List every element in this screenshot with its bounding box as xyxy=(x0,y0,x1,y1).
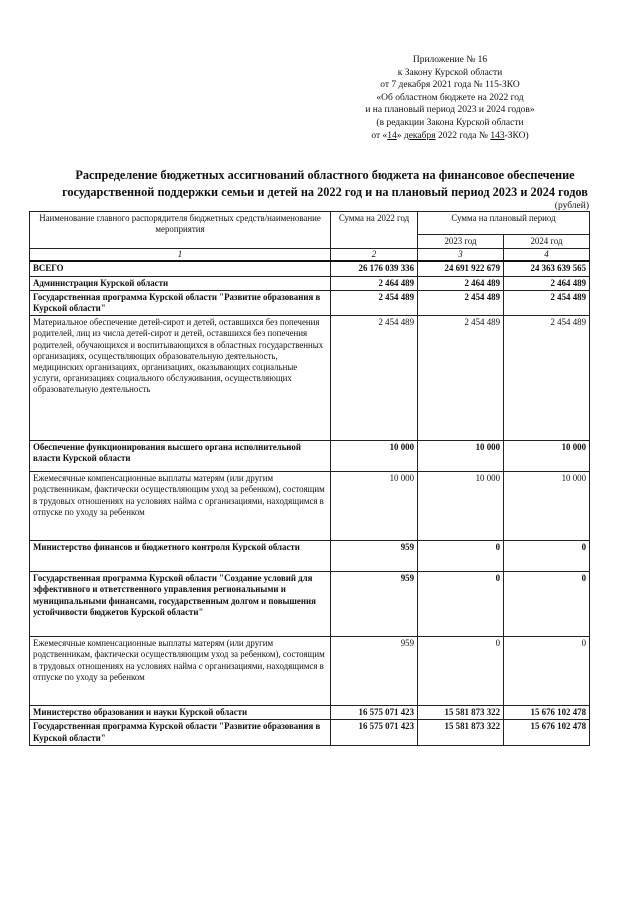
row-2024: 15 676 102 478 xyxy=(504,720,590,745)
colnum: 2 xyxy=(331,249,418,262)
table-row xyxy=(30,276,590,290)
row-2022: 2 454 489 xyxy=(331,290,418,315)
header-sum-2022: Сумма на 2022 год xyxy=(331,212,418,249)
row-2022: 959 xyxy=(331,572,418,637)
table-row xyxy=(30,572,590,637)
row-2024: 10 000 xyxy=(504,472,590,541)
row-2022: 959 xyxy=(331,541,418,572)
row-2023: 24 691 922 679 xyxy=(418,261,504,276)
colnum: 4 xyxy=(504,249,590,262)
row-2023: 2 464 489 xyxy=(418,276,504,290)
units-label: (рублей) xyxy=(554,201,589,211)
row-2024: 2 454 489 xyxy=(504,290,590,315)
table-row xyxy=(30,541,590,572)
header-planned: Сумма на плановый период xyxy=(418,212,590,235)
row-2024: 0 xyxy=(504,572,590,637)
appendix-line: к Закону Курской области xyxy=(397,67,503,78)
row-name: Государственная программа Курской области "Развитие образования в Курской области" xyxy=(30,720,331,745)
table-row xyxy=(30,720,590,745)
row-2024: 0 xyxy=(504,541,590,572)
row-2022: 2 454 489 xyxy=(331,316,418,441)
table-row xyxy=(30,706,590,720)
row-name: Ежемесячные компенсационные выплаты матерям (или другим родственникам, фактически осуществляющим уход за ребенком), состоящим в трудовых отношениях на условиях найма с организациями, находящимся в отпуске по уходу за ребенком xyxy=(30,472,331,541)
table-row xyxy=(30,441,590,472)
header-name: Наименование главного распорядителя бюджетных средств/наименование мероприятия xyxy=(30,212,331,249)
row-name: Администрация Курской области xyxy=(30,276,331,290)
header-2024: 2024 год xyxy=(504,235,590,249)
row-2023: 0 xyxy=(418,572,504,637)
row-2024: 10 000 xyxy=(504,441,590,472)
appendix-line: (в редакции Закона Курской области xyxy=(376,117,524,128)
row-name: Ежемесячные компенсационные выплаты матерям (или другим родственникам, фактически осуществляющим уход за ребенком), состоящим в трудовых отношениях на условиях найма с организациями, находящимся в отпуске по уходу за ребенком xyxy=(30,637,331,706)
row-2024: 2 464 489 xyxy=(504,276,590,290)
title-line-2: государственной поддержки семьи и детей на 2022 год и на плановый период 2023 и 2024 годов xyxy=(62,185,588,199)
row-name: Министерство образования и науки Курской области xyxy=(30,706,331,720)
table-row xyxy=(30,261,590,276)
appendix-line: «Об областном бюджете на 2022 год xyxy=(376,92,524,103)
appendix-block xyxy=(340,54,560,142)
row-2022: 10 000 xyxy=(331,441,418,472)
row-2023: 15 581 873 322 xyxy=(418,720,504,745)
appendix-line: Приложение № 16 xyxy=(412,55,488,65)
row-2022: 959 xyxy=(331,637,418,706)
row-2023: 2 454 489 xyxy=(418,290,504,315)
table-row xyxy=(30,472,590,541)
row-2023: 10 000 xyxy=(418,472,504,541)
row-2023: 10 000 xyxy=(418,441,504,472)
colnum: 1 xyxy=(30,249,331,262)
table-row xyxy=(30,290,590,315)
row-2023: 0 xyxy=(418,637,504,706)
row-name: Обеспечение функционирования высшего органа исполнительной власти Курской области xyxy=(30,441,331,472)
appendix-line: и на плановый период 2023 и 2024 годов» xyxy=(365,105,535,116)
page-title xyxy=(40,167,610,201)
row-name: Министерство финансов и бюджетного контроля Курской области xyxy=(30,541,331,572)
title-line-1: Распределение бюджетных ассигнований областного бюджета на финансовое обеспечение xyxy=(75,168,575,182)
row-2024: 0 xyxy=(504,637,590,706)
table-row xyxy=(30,637,590,706)
header-2023: 2023 год xyxy=(418,235,504,249)
row-2023: 0 xyxy=(418,541,504,572)
row-2024: 2 454 489 xyxy=(504,316,590,441)
column-numbers-row xyxy=(30,249,590,262)
table-header-row xyxy=(30,212,590,235)
row-2022: 10 000 xyxy=(331,472,418,541)
appendix-line: от 7 декабря 2021 года № 115-ЗКО xyxy=(380,80,520,91)
row-name: Государственная программа Курской области "Создание условий для эффективного и ответственного управления региональными и муниципальными финансами, государственным долгом и повышения устойчивости бюджетов Курской области" xyxy=(30,572,331,637)
appendix-amendment-line: от «14» декабря 2022 года № 143-ЗКО) xyxy=(371,130,529,141)
colnum: 3 xyxy=(418,249,504,262)
row-name: Материальное обеспечение детей-сирот и детей, оставшихся без попечения родителей, лиц из числа детей-сирот и детей, оставшихся без попечения родителей, обучающихся и воспитывающихся в областных государственных организациях, осуществляющих образовательную деятельность, медицинских организациях, организациях, оказывающих социальные услуги, организациях социального обслуживания, осуществляющих образовательную деятельность xyxy=(30,316,331,441)
row-2024: 15 676 102 478 xyxy=(504,706,590,720)
row-name: Государственная программа Курской области "Развитие образования в Курской области" xyxy=(30,290,331,315)
row-2022: 16 575 071 423 xyxy=(331,706,418,720)
table-row xyxy=(30,316,590,441)
row-2022: 2 464 489 xyxy=(331,276,418,290)
row-2022: 26 176 039 336 xyxy=(331,261,418,276)
row-2022: 16 575 071 423 xyxy=(331,720,418,745)
row-2023: 2 454 489 xyxy=(418,316,504,441)
row-name: ВСЕГО xyxy=(30,261,331,276)
row-2024: 24 363 639 565 xyxy=(504,261,590,276)
budget-table xyxy=(29,211,590,746)
row-2023: 15 581 873 322 xyxy=(418,706,504,720)
